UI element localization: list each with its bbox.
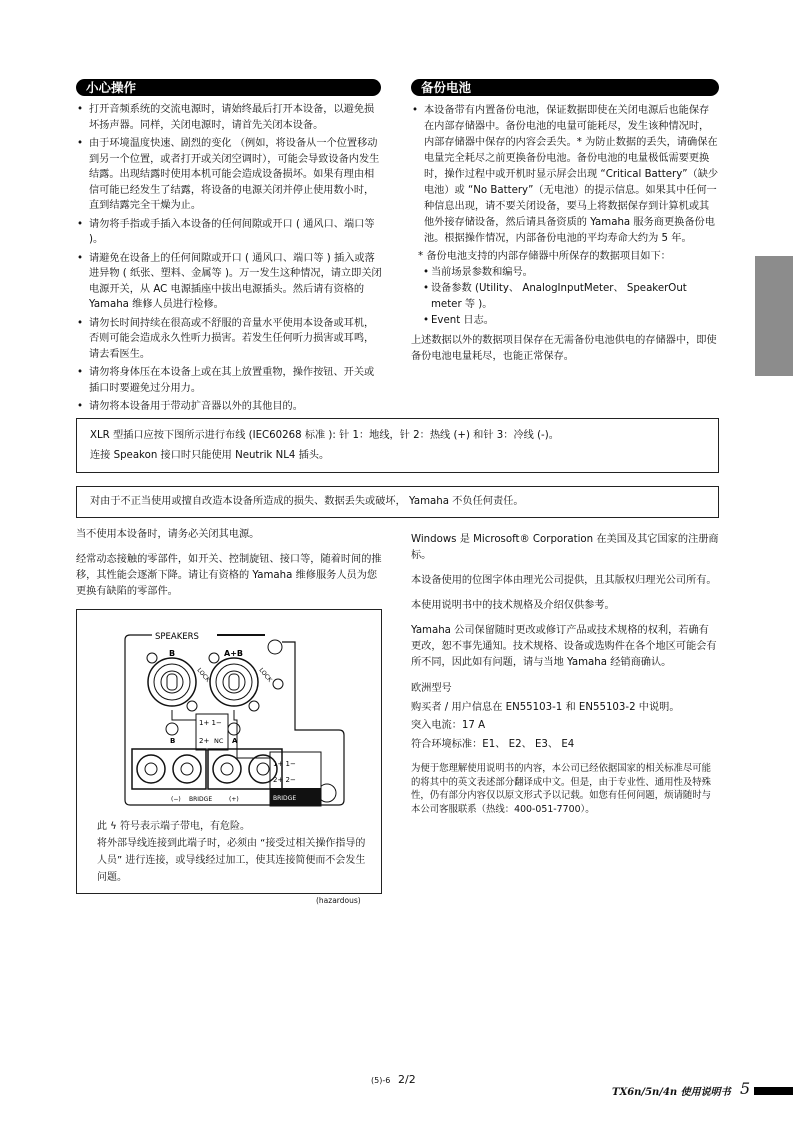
europe-line: 符合环境标准：E1、 E2、 E3、 E4 <box>411 738 575 750</box>
bridge-label: BRIDGE <box>189 796 213 803</box>
legal-notes <box>411 532 719 816</box>
caution-item: • 请勿将本设备用于带动扩音器以外的其他目的。 <box>76 399 382 415</box>
bridge-minus: (−) <box>171 796 181 803</box>
wiring-notice-line: 连接 Speakon 接口时只能使用 Neutrik NL4 插头。 <box>90 450 330 461</box>
caution-heading: 小心操作 <box>76 79 381 96</box>
page-number: 5 <box>740 1079 751 1098</box>
europe-line: 突入电流：17 A <box>411 720 486 731</box>
caution-item: • 请勿将身体压在本设备上或在其上放置重物，操作按钮、开关或插口时要避免过分用力。 <box>76 365 382 396</box>
lock-label: LOCK <box>257 666 274 684</box>
channel-ab-label: A+B <box>224 649 243 658</box>
lock-label: LOCK <box>195 666 212 684</box>
svg-text:2+: 2+ <box>199 737 210 745</box>
paragraph: Yamaha 公司保留随时更改或修订产品或技术规格的权利，若确有更改，恕不事先通知。技术规格、设备或选购件在各个地区可能会有所不同，因此如有问题，请与当地 Yamaha 经销商确认。 <box>411 625 717 668</box>
speakon-connector-ab <box>210 658 258 706</box>
paragraph: Windows 是 Microsoft® Corporation 在美国及其它国家的注册商标。 <box>411 534 719 561</box>
bridge-plus: (+) <box>229 796 239 803</box>
battery-subitem: • Event 日志。 <box>423 313 719 329</box>
nc-label: NC <box>214 737 224 745</box>
liability-notice: 对由于不正当使用或擅自改造本设备所造成的损失、数据丢失或破坏， Yamaha 不负任何责任。 <box>76 486 719 518</box>
caution-item: • 由于环境温度快速、剧烈的变化 （例如，将设备从一个位置移动到另一个位置，或者打开或关闭空调时），可能会导致设备内发生结露。出现结露时使用本机可能会造成设备损坏。如果有理由相信可能已经发生了结露，将设备的电源关闭并停止使用数小时，直到结露完全干燥为止。 <box>76 136 382 214</box>
hazard-caption-line: 此 ϟ 符号表示端子带电，有危险。 <box>97 821 250 832</box>
paragraph: 当不使用本设备时，请务必关闭其电源。 <box>76 529 260 540</box>
battery-subitem: • 当前场景参数和编号。 <box>423 265 719 281</box>
speakers-label: SPEAKERS <box>155 632 199 642</box>
wiring-notice-line: XLR 型插口应按下图所示进行布线 (IEC60268 标准 ): 针 1：地线，针 2：热线 (+) 和针 3：冷线 (-)。 <box>90 430 559 441</box>
paragraph: 本设备使用的位图字体由理光公司提供，且其版权归理光公司所有。 <box>411 575 717 586</box>
battery-footer: 上述数据以外的数据项目保存在无需备份电池供电的存储器中，即使备份电池电量耗尽，也能正常保存。 <box>411 335 717 362</box>
speaker-panel-diagram <box>77 610 381 814</box>
paragraph: 本使用说明书中的技术规格及介绍仅供参考。 <box>411 600 615 611</box>
channel-b-label: B <box>169 649 176 658</box>
caution-section <box>76 102 382 418</box>
section-tab <box>755 256 793 376</box>
svg-text:2+ 2−: 2+ 2− <box>273 776 296 784</box>
translation-note: 为便于您理解使用说明书的内容，本公司已经依据国家的相关标准尽可能的将其中的英文表述部分翻译成中文。但是，由于专业性、通用性及特殊性，仍有部分内容仅以原文形式予以记载。如您有任何问题，烦请随时与本公司客服联系（热线：400-051-7700）。 <box>411 763 712 815</box>
hazardous-label: (hazardous) <box>316 896 361 905</box>
doc-code: (5)-6 <box>371 1076 391 1085</box>
channel-b-label: B <box>170 737 176 745</box>
hazard-caption-line: 将外部导线连接到此端子时，必须由 “接受过相关操作指导的人员” 进行连接，或导线经过加工，使其连接简便而不会发生问题。 <box>97 838 366 883</box>
manual-title: TX6n/5n/4n 使用说明书 <box>612 1087 731 1098</box>
caution-item: • 请避免在设备上的任何间隙或开口 ( 通风口、端口等 ) 插入或落进异物 ( 纸张、塑料、金属等 )。万一发生这种情况，请立即关闭电源开关，从 AC 电源插座中拔出电源插头。然后请有资格的 Yamaha 维修人员进行检修。 <box>76 251 382 313</box>
wiring-notice <box>76 418 719 473</box>
battery-item: • 本设备带有内置备份电池，保证数据即使在关闭电源后也能保存在内部存储器中。备份电池的电量可能耗尽，发生该种情况时，内部存储器中保存的内容会丢失。* 为防止数据的丢失，请确保在电量完全耗尽之前更换备份电池。备份电池的电量极低需要更换时，操作过程中或开机时显示屏会出现 “Critical Battery”（缺少电池）或 “No Battery”（无电池）的提示信息。如果其中任何一种信息出现，请不要关闭设备，要马上将数据保存到计算机或其他外接存储设备，然后请具备资质的 Yamaha 服务商更换备份电池。根据操作情况，内部备份电池的平均寿命大约为 5 年。 <box>411 103 719 247</box>
battery-note: * 备份电池支持的内部存储器中所保存的数据项目如下： <box>418 251 671 262</box>
caution-item: • 请勿长时间持续在很高或不舒服的音量水平使用本设备或耳机，否则可能会造成永久性听力损害。若发生任何听力损害或耳鸣，请去看医生。 <box>76 316 382 363</box>
page-marker <box>754 1087 793 1095</box>
channel-a-label: A <box>232 737 238 745</box>
battery-section <box>411 103 719 365</box>
europe-title: 欧洲型号 <box>411 683 452 694</box>
speakon-connector-b <box>148 658 196 706</box>
caution-item: • 打开音频系统的交流电源时，请始终最后打开本设备，以避免损坏扬声器。同样，关闭电源时，请首先关闭本设备。 <box>76 102 382 133</box>
binding-post-terminals <box>132 749 282 789</box>
battery-subitem: • 设备参数 (Utility、 AnalogInputMeter、 SpeakerOut meter 等 )。 <box>423 281 719 313</box>
hazard-caption <box>97 818 367 886</box>
europe-line: 购买者 / 用户信息在 EN55103-1 和 EN55103-2 中说明。 <box>411 701 680 713</box>
svg-text:1+ 1−: 1+ 1− <box>273 760 296 768</box>
paragraph: 经常动态接触的零部件，如开关、控制旋钮、接口等，随着时间的推移，其性能会逐渐下降。请让有资格的 Yamaha 维修服务人员为您更换有缺陷的零部件。 <box>76 554 382 597</box>
svg-text:1+ 1−: 1+ 1− <box>199 719 222 727</box>
battery-heading: 备份电池 <box>411 79 719 96</box>
caution-item: • 请勿将手指或手插入本设备的任何间隙或开口 ( 通风口、端口等 )。 <box>76 217 382 248</box>
speaker-terminal-figure <box>76 609 382 894</box>
bridge-label: BRIDGE <box>273 795 297 802</box>
maintenance-notes <box>76 527 382 609</box>
page-count: 2/2 <box>398 1073 416 1086</box>
